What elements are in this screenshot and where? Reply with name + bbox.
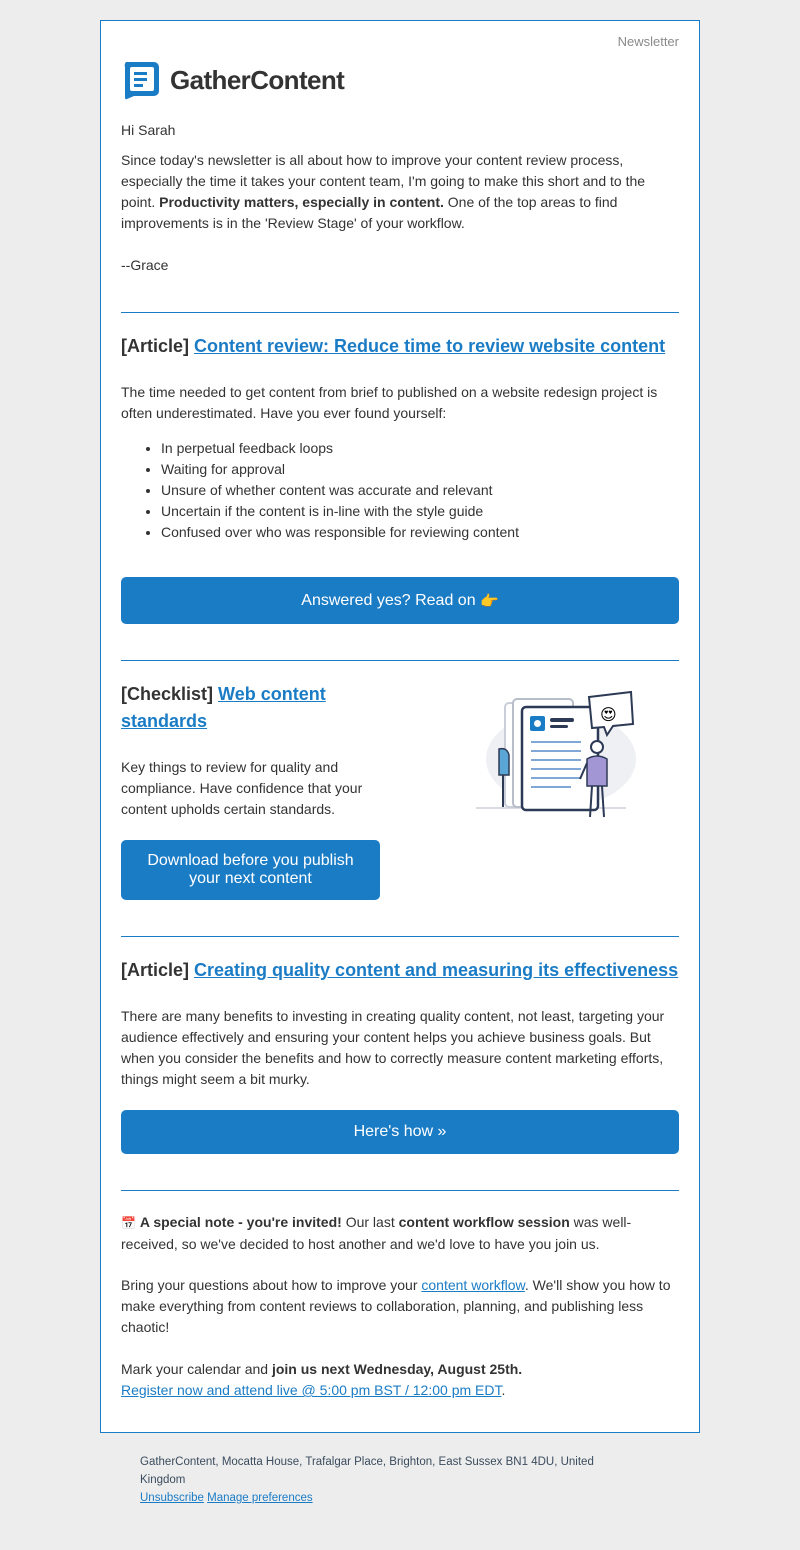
calendar-paragraph bbox=[121, 1359, 679, 1401]
newsletter-card bbox=[100, 20, 700, 1433]
gathercontent-logo-icon bbox=[121, 60, 161, 100]
bullet-item: • Unsure of whether content was accurate and relevant bbox=[161, 480, 679, 501]
download-button[interactable] bbox=[121, 840, 380, 900]
article2-title-link[interactable]: Creating quality content and measuring its effectiveness bbox=[194, 960, 679, 980]
intro-text-start: Since today's newsletter is all about how to improve your content review process, especially the time it takes your content team, I'm going to make this short and to the point. bbox=[121, 152, 646, 210]
checklist-illustration bbox=[471, 689, 641, 824]
footer bbox=[140, 1453, 640, 1507]
calendar-text: Mark your calendar and bbox=[121, 1361, 272, 1377]
article2-heading bbox=[121, 957, 679, 984]
article1-heading bbox=[121, 333, 679, 360]
checklist-tag: [Checklist] bbox=[121, 684, 214, 704]
article1-body: The time needed to get content from brief to published on a website redesign project is often underestimated. Have you ever found yourself: bbox=[121, 384, 658, 421]
signoff: --Grace bbox=[121, 257, 169, 273]
special-bold-invite: A special note - you're invited! bbox=[139, 1214, 342, 1230]
questions-paragraph bbox=[121, 1275, 679, 1338]
intro-text-end: One of the top areas to find improvements is in the 'Review Stage' of your workflow. bbox=[121, 194, 618, 231]
pointing-hand-icon: 👉 bbox=[480, 592, 499, 610]
footer-address: GatherContent, Mocatta House, Trafalgar Place, Brighton, East Sussex BN1 4DU, United Kingdom bbox=[140, 1456, 594, 1486]
checklist-heading bbox=[121, 681, 380, 735]
divider bbox=[121, 1190, 679, 1191]
special-text2: was well-received, so we've decided to host another and we'd love to have you join us. bbox=[121, 1214, 632, 1252]
divider bbox=[121, 312, 679, 313]
gathercontent-logo[interactable] bbox=[121, 60, 344, 100]
read-on-button[interactable] bbox=[121, 577, 679, 624]
special-bold-session: content workflow session bbox=[398, 1214, 570, 1230]
divider bbox=[121, 936, 679, 937]
heres-how-button[interactable] bbox=[121, 1110, 679, 1154]
read-on-label: Answered yes? Read on bbox=[301, 591, 476, 609]
unsubscribe-link[interactable]: Unsubscribe bbox=[140, 1492, 204, 1504]
checklist-body: Key things to review for quality and compliance. Have confidence that your content upholds certain standards. bbox=[121, 759, 363, 817]
intro-paragraph bbox=[121, 150, 679, 234]
download-label: Download before you publish your next content bbox=[147, 852, 354, 887]
bullet-item: • Waiting for approval bbox=[161, 459, 679, 480]
article1-title-link[interactable]: Content review: Reduce time to review website content bbox=[194, 336, 666, 356]
article2-tag: [Article] bbox=[121, 960, 190, 980]
manage-preferences-link[interactable]: Manage preferences bbox=[207, 1492, 313, 1504]
greeting: Hi Sarah bbox=[121, 122, 176, 138]
article2-body: There are many benefits to investing in creating quality content, not least, targeting your audience effectively and ensuring your content helps you achieve business goals. But when you consider the benefits and how to correctly measure content marketing efforts, things might seem a bit murky. bbox=[121, 1008, 665, 1087]
calendar-icon: 📅 bbox=[121, 1216, 136, 1230]
heres-how-label: Here's how » bbox=[353, 1123, 447, 1140]
heart-eyes-icon: 😍 bbox=[600, 707, 617, 724]
questions-text-start: Bring your questions about how to improve your bbox=[121, 1277, 422, 1293]
bullet-item: • Uncertain if the content is in-line with the style guide bbox=[161, 501, 679, 522]
content-workflow-link[interactable]: content workflow bbox=[421, 1277, 525, 1293]
newsletter-label: Newsletter bbox=[617, 34, 679, 49]
bullet-item: • Confused over who was responsible for reviewing content bbox=[161, 522, 679, 543]
intro-bold: Productivity matters, especially in content. bbox=[159, 194, 444, 210]
special-note bbox=[121, 1212, 679, 1255]
bullet-item: • In perpetual feedback loops bbox=[161, 438, 679, 459]
divider bbox=[121, 660, 679, 661]
questions-text-end: . We'll show you how to make everything from content reviews to collaboration, planning, and publishing less chaotic! bbox=[121, 1277, 671, 1335]
article1-bullets bbox=[121, 438, 679, 543]
footer-links bbox=[140, 1489, 640, 1507]
special-text1: Our last bbox=[341, 1214, 399, 1230]
register-end: . bbox=[501, 1382, 506, 1398]
register-link[interactable]: Register now and attend live @ 5:00 pm BST / 12:00 pm EDT bbox=[121, 1382, 502, 1398]
article1-tag: [Article] bbox=[121, 336, 190, 356]
brand-name: GatherContent bbox=[170, 64, 345, 95]
calendar-bold-date: join us next Wednesday, August 25th. bbox=[271, 1361, 523, 1377]
checklist-title-link[interactable]: Web content standards bbox=[121, 684, 326, 731]
